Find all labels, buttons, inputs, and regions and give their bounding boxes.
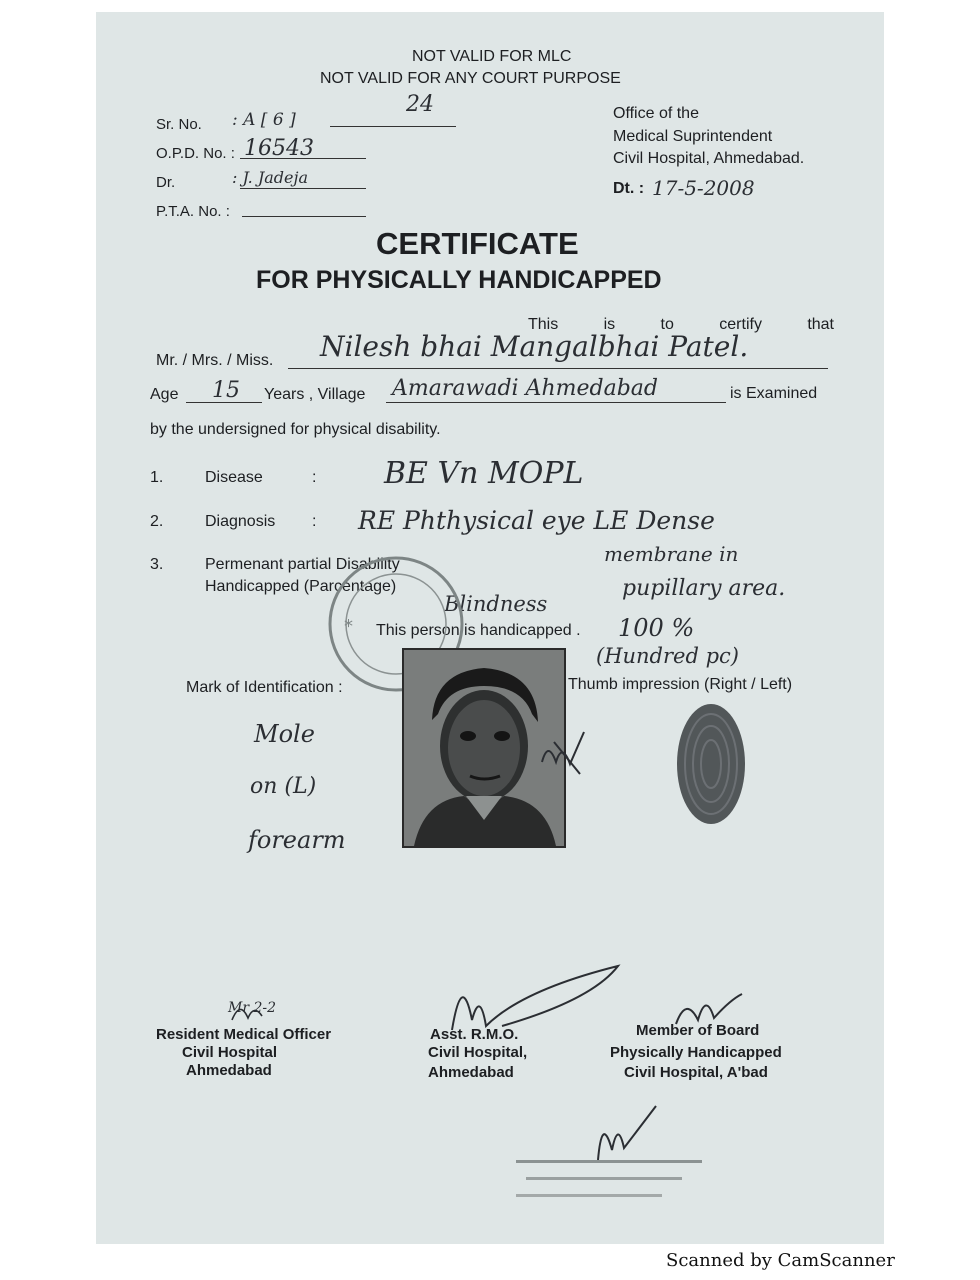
patient-signature — [534, 722, 594, 782]
gujarati-stamp-line — [526, 1177, 682, 1180]
name-value: Nilesh bhai Mangalbhai Patel. — [320, 330, 749, 363]
board-member-title: Member of Board — [636, 1022, 760, 1039]
gujarati-stamp — [516, 1150, 702, 1216]
diagnosis-label: Diagnosis — [205, 513, 276, 530]
age-value: 15 — [212, 378, 240, 403]
asst-rmo-city: Ahmedabad — [428, 1064, 514, 1081]
asst-rmo-title: Asst. R.M.O. — [430, 1026, 519, 1043]
sr-no-label: Sr. No. — [156, 116, 202, 133]
dr-value: : J. Jadeja — [232, 168, 308, 187]
certificate-title: CERTIFICATE — [376, 226, 579, 261]
village-value: Amarawadi Ahmedabad — [392, 376, 658, 401]
certify-word: that — [807, 316, 834, 333]
disease-label: Disease — [205, 469, 263, 486]
certificate-subtitle: FOR PHYSICALLY HANDICAPPED — [256, 266, 662, 294]
gujarati-stamp-line — [516, 1194, 662, 1197]
identification-mark-2: on (L) — [250, 774, 317, 799]
resident-officer-city: Ahmedabad — [186, 1062, 272, 1079]
handwritten-number: 24 — [406, 92, 434, 117]
pta-no-label: P.T.A. No. : — [156, 203, 230, 220]
name-label: Mr. / Mrs. / Miss. — [156, 352, 274, 369]
board-member-hospital: Civil Hospital, A'bad — [624, 1064, 768, 1081]
office-line2: Medical Suprintendent — [613, 128, 773, 145]
camscanner-footer: Scanned by CamScanner — [666, 1250, 895, 1271]
disease-value: BE Vn MOPL — [384, 456, 584, 491]
disease-colon: : — [312, 469, 317, 486]
sr-no-line — [330, 126, 456, 127]
opd-no-value: 16543 — [244, 136, 314, 161]
handicapped-statement: This person is handicapped . — [376, 622, 581, 639]
permanent-disability-label: Permenant partial Disability — [205, 556, 400, 573]
resident-officer-title: Resident Medical Officer — [156, 1026, 332, 1043]
percentage-words: (Hundred pc) — [596, 644, 739, 668]
diagnosis-continuation-2: pupillary area. — [622, 576, 786, 601]
thumb-impression — [666, 694, 756, 834]
examined-text: is Examined — [730, 385, 818, 402]
certify-word: to — [660, 316, 674, 333]
age-label: Age — [150, 386, 179, 403]
resident-officer-hospital: Civil Hospital — [182, 1044, 278, 1061]
gujarati-stamp-line — [516, 1160, 702, 1163]
diagnosis-value: RE Phthysical eye LE Dense — [358, 506, 715, 535]
date-label: Dt. : — [613, 180, 645, 197]
pta-no-line — [242, 216, 366, 217]
diagnosis-colon: : — [312, 513, 317, 530]
diagnosis-continuation-1: membrane in — [604, 542, 739, 566]
asst-rmo-hospital: Civil Hospital, — [428, 1044, 528, 1061]
dr-label: Dr. — [156, 174, 176, 191]
item-number-2: 2. — [150, 513, 164, 530]
blindness-text: Blindness — [444, 592, 548, 616]
certify-word: This — [528, 316, 559, 333]
office-line1: Office of the — [613, 105, 699, 122]
dr-line — [240, 188, 366, 189]
item-number-1: 1. — [150, 469, 164, 486]
handicapped-percentage-label: Handicapped (Parcentage) — [205, 578, 397, 595]
notice-not-valid-court: NOT VALID FOR ANY COURT PURPOSE — [320, 70, 621, 87]
notice-not-valid-mlc: NOT VALID FOR MLC — [412, 48, 572, 65]
identification-mark-3: forearm — [248, 826, 346, 854]
identification-label: Mark of Identification : — [186, 679, 343, 696]
identification-mark-1: Mole — [254, 720, 315, 748]
resident-officer-initials: Mr 2-2 — [228, 1000, 277, 1016]
undersigned-text: by the undersigned for physical disability. — [150, 421, 441, 438]
opd-no-line — [240, 158, 366, 159]
office-line3: Civil Hospital, Ahmedabad. — [613, 150, 805, 167]
percentage-value: 100 % — [618, 614, 695, 642]
thumb-impression-label: Thumb impression (Right / Left) — [568, 676, 793, 693]
years-village-label: Years , Village — [264, 386, 366, 403]
svg-text:*: * — [344, 616, 353, 637]
date-value: 17-5-2008 — [652, 176, 755, 200]
name-line — [288, 368, 828, 369]
sr-no-value: : A [ 6 ] — [232, 110, 296, 130]
certify-word: is — [603, 316, 616, 333]
certify-word: certify — [719, 316, 762, 333]
opd-no-label: O.P.D. No. : — [156, 145, 235, 162]
item-number-3: 3. — [150, 556, 164, 573]
board-member-board: Physically Handicapped — [610, 1044, 782, 1061]
village-line — [386, 402, 726, 403]
